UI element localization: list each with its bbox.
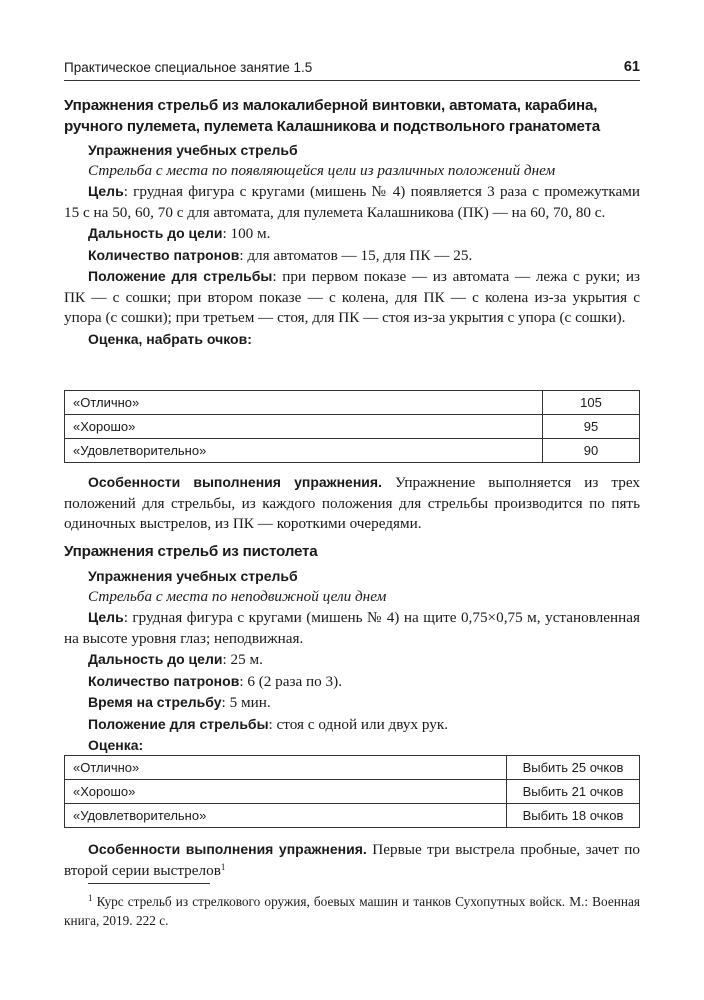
section1-features xyxy=(64,472,640,535)
goal-label: Цель xyxy=(88,183,124,199)
section1-position xyxy=(64,266,640,329)
grade-cell: «Хорошо» xyxy=(65,415,543,439)
section2-time xyxy=(64,692,640,714)
distance-text: : 100 м. xyxy=(222,225,271,242)
footnote-reference: 1 xyxy=(220,861,226,872)
goal-text: : грудная фигура с кругами (мишень № 4) на щите 0,75×0,75 м, установленная на высоте уровня глаз; неподвижная. xyxy=(64,609,640,647)
goal-label: Цель xyxy=(88,609,124,625)
page-number: 61 xyxy=(623,59,640,75)
value-cell: 105 xyxy=(543,391,640,415)
table-row xyxy=(65,391,640,415)
position-text: : стоя с одной или двух рук. xyxy=(268,715,449,733)
section1-title-line2: ручного пулемета, пулемета Калашникова и подствольного гранатомета xyxy=(64,117,601,135)
running-header xyxy=(64,58,640,81)
features-label: Особенности выполнения упражнения. xyxy=(88,474,382,490)
section2-distance xyxy=(64,649,640,671)
section1-title-line1: Упражнения стрельб из малокалиберной винтовки, автомата, карабина, xyxy=(64,97,598,114)
footnote-text: Курс стрельб из стрелкового оружия, боевых машин и танков Сухопутных войск. М.: Военная книга, 2019. 222 с. xyxy=(64,894,640,928)
table-row xyxy=(65,780,640,804)
rounds-text: : для автоматов — 15, для ПК — 25. xyxy=(239,246,473,264)
section2-score-table xyxy=(64,755,640,828)
grade-cell: «Отлично» xyxy=(65,756,507,780)
value-cell: 95 xyxy=(543,415,640,439)
rounds-text: : 6 (2 раза по 3). xyxy=(239,672,343,690)
section1-subtitle: Упражнения учебных стрельб xyxy=(88,142,298,158)
distance-text: : 25 м. xyxy=(222,651,263,668)
features-text: Первые три выстрела пробные, зачет по второй серии выстрелов xyxy=(64,841,640,879)
table-row xyxy=(65,415,640,439)
grade-cell: «Хорошо» xyxy=(65,780,507,804)
rounds-label: Количество патронов xyxy=(88,672,240,689)
section2-score-heading: Оценка: xyxy=(88,737,144,753)
distance-label: Дальность до цели xyxy=(88,651,223,667)
section2-rounds xyxy=(64,671,640,693)
section2-title: Упражнения стрельб из пистолета xyxy=(64,543,318,560)
table-row xyxy=(65,756,640,780)
section2-subtitle: Упражнения учебных стрельб xyxy=(88,568,298,584)
section2-body xyxy=(64,566,640,756)
distance-label: Дальность до цели xyxy=(88,225,223,241)
running-title: Практическое специальное занятие 1.5 xyxy=(64,60,313,75)
section1-body xyxy=(64,140,640,349)
goal-text: : грудная фигура с кругами (мишень № 4) появляется 3 раза с промежутками 15 с на 50, 60, 70 с для автомата, для пулемета Калашникова (ПК) — на 60, 70, 80 с. xyxy=(64,183,640,221)
value-cell: Выбить 25 очков xyxy=(507,756,640,780)
value-cell: Выбить 18 очков xyxy=(507,804,640,828)
features-label: Особенности выполнения упражнения. xyxy=(88,841,367,857)
time-label: Время на стрельбу xyxy=(88,694,222,710)
footnote-marker: 1 xyxy=(88,893,93,903)
value-cell: 90 xyxy=(543,439,640,463)
grade-cell: «Отлично» xyxy=(65,391,543,415)
grade-cell: «Удовлетворительно» xyxy=(65,804,507,828)
value-cell: Выбить 21 очков xyxy=(507,780,640,804)
table-row xyxy=(65,439,640,463)
section2-features xyxy=(64,839,640,881)
section1-goal xyxy=(64,181,640,223)
features-text: Упражнение выполняется из трех положений для стрельбы, из каждого положения для стрельбы производится по пять одиночных выстрелов, из ПК — короткими очередями. xyxy=(64,474,640,532)
section1-distance xyxy=(64,223,640,245)
footnote xyxy=(64,892,640,930)
rounds-label: Количество патронов xyxy=(88,246,240,263)
section1-score-heading: Оценка, набрать очков: xyxy=(88,330,252,347)
section1-title xyxy=(64,96,640,137)
position-label: Положение для стрельбы xyxy=(88,268,273,284)
section1-score-table xyxy=(64,390,640,463)
section2-goal xyxy=(64,607,640,649)
footnote-divider xyxy=(88,883,210,884)
table-row xyxy=(65,804,640,828)
section2-position xyxy=(64,714,640,736)
position-label: Положение для стрельбы xyxy=(88,715,269,732)
section1-rounds xyxy=(64,245,640,267)
time-text: : 5 мин. xyxy=(221,694,271,711)
section1-italic-line: Стрельба с места по появляющейся цели из различных положений днем xyxy=(88,161,556,179)
position-text: : при первом показе — из автомата — лежа с руки; из ПК — с сошки; при втором показе — с колена, для ПК — с колена из-за укрытия с упора (с сошки); при третьем — стоя, для ПК — стоя из-за укрытия с упора (с сошки). xyxy=(64,268,641,326)
section2-italic-line: Стрельба с места по неподвижной цели днем xyxy=(88,587,387,605)
grade-cell: «Удовлетворительно» xyxy=(65,439,543,463)
